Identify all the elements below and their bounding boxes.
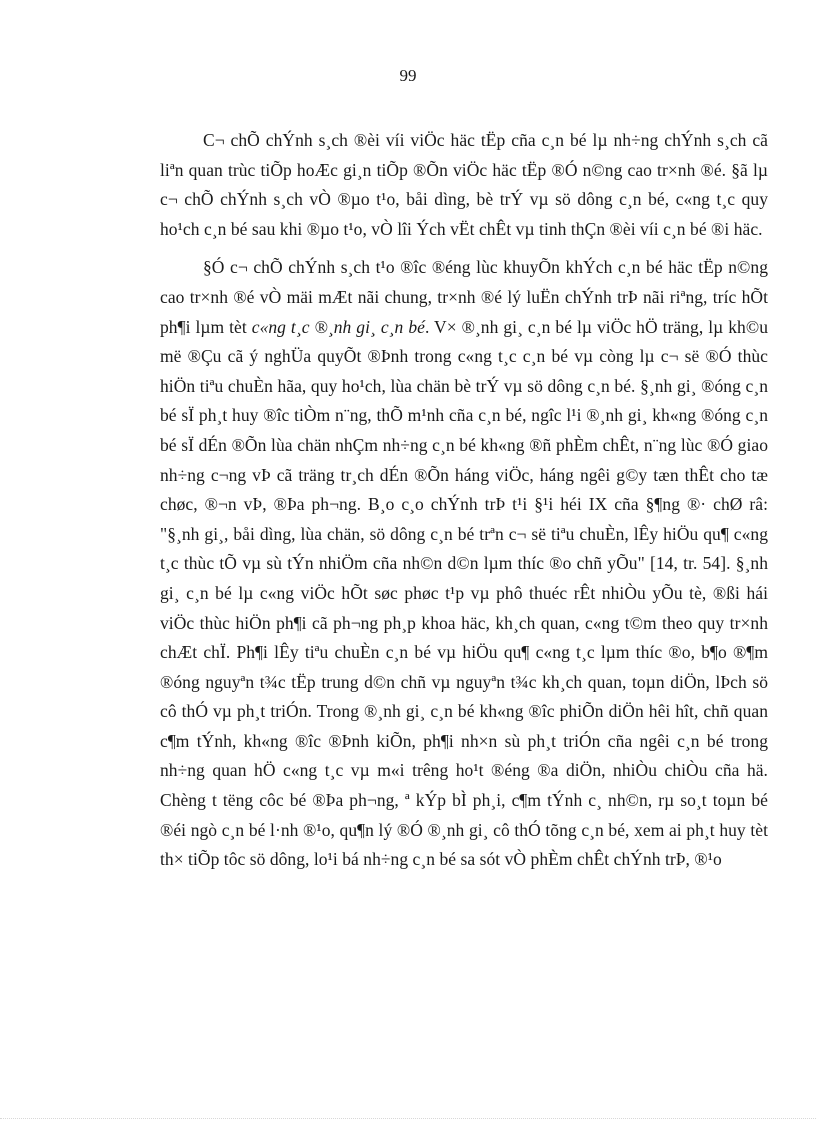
body-text [160, 126, 768, 875]
paragraph-2-lead: §Ó c¬ chÕ chÝnh s¸ch t¹o ®îc ®éng lùc khuyÕn khÝch c¸n bé häc tËp n©ng cao tr×nh ®é vÒ mäi mÆt nãi chung, tr×nh ®é lý luËn chÝnh trÞ nãi riªng, tríc hÕt ph¶i lµm tèt [160, 257, 768, 337]
paragraph-2-rest: . V× ®¸nh gi¸ c¸n bé lµ viÖc hÖ träng, lµ kh©u më ®Çu cã ý nghÜa quyÕt ®Þnh trong c«ng t¸c c¸n bé vµ còng lµ c¬ së ®Ó thùc hiÖn tiªu chuÈn hãa, quy ho¹ch, lùa chän bè trÝ vµ sö dông c¸n bé. §¸nh gi¸ ®óng c¸n bé sÏ ph¸t huy ®îc tiÒm n¨ng, thÕ m¹nh cña c¸n bé, ngîc l¹i ®¸nh gi¸ kh«ng ®óng c¸n bé sÏ dÉn ®Õn lùa chän nhÇm nh÷ng c¸n bé kh«ng ®ñ phÈm chÊt, n¨ng lùc ®Ó giao nh÷ng c¬ng vÞ cã träng tr¸ch dÉn ®Õn háng viÖc, háng ngêi g©y tæn thÊt cho tæ chøc, ®¬n vÞ, ®Þa ph¬ng. B¸o c¸o chÝnh trÞ t¹i §¹i héi IX cña §¶ng ®· chØ râ: "§¸nh gi¸, båi dìng, lùa chän, sö dông c¸n bé trªn c¬ së tiªu chuÈn, lÊy hiÖu qu¶ c«ng t¸c thùc tÕ vµ sù tÝn nhiÖm cña nh©n d©n lµm thíc ®o chñ yÕu" [14, tr. 54]. §¸nh gi¸ c¸n bé lµ c«ng viÖc hÕt søc phøc t¹p vµ phô thuéc rÊt nhiÒu yÕu tè, ®ßi hái viÖc thùc hiÖn ph¶i cã ph¬ng ph¸p khoa häc, kh¸ch quan, c«ng t©m theo quy tr×nh chÆt chÏ. Ph¶i lÊy tiªu chuÈn c¸n bé vµ hiÖu qu¶ c«ng t¸c lµm thíc ®o, b¶o ®¶m ®óng nguyªn t¾c tËp trung d©n chñ vµ nguyªn t¾c kh¸ch quan, toµn diÖn, lÞch sö cô thÓ vµ ph¸t triÓn. Trong ®¸nh gi¸ c¸n bé kh«ng ®îc phiÕn diÖn hêi hît, chñ quan c¶m tÝnh, kh«ng ®îc ®Þnh kiÕn, ph¶i nh×n sù ph¸t triÓn cña ngêi c¸n bé trong nh÷ng quan hÖ c«ng t¸c vµ m«i trêng ho¹t ®éng ®a diÖn, nhiÒu chiÒu cña hä. Chèng t tëng côc bé ®Þa ph¬ng, ª kÝp bÌ ph¸i, c¶m tÝnh c¸ nh©n, rµ so¸t toµn bé ®éi ngò c¸n bé l·nh ®¹o, qu¶n lý ®Ó ®¸nh gi¸ cô thÓ tõng c¸n bé, xem ai ph¸t huy tèt th× tiÕp tôc sö dông, lo¹i bá nh÷ng c¸n bé sa sót vÒ phÈm chÊt chÝnh trÞ, ®¹o [160, 316, 768, 870]
page-bottom-border [0, 1118, 816, 1119]
paragraph-2 [160, 253, 768, 874]
paragraph-2-italic-phrase: c«ng t¸c ®¸nh gi¸ c¸n bé [251, 316, 425, 337]
page-number: 99 [399, 66, 417, 85]
paragraph-1: C¬ chÕ chÝnh s¸ch ®èi víi viÖc häc tËp cña c¸n bé lµ nh÷ng chÝnh s¸ch cã liªn quan trùc tiÕp hoÆc gi¸n tiÕp ®Õn viÖc häc tËp ®Ó n©ng cao tr×nh ®é. §ã lµ c¬ chÕ chÝnh s¸ch vÒ ®µo t¹o, båi dìng, bè trÝ vµ sö dông c¸n bé, c«ng t¸c quy ho¹ch c¸n bé sau khi ®µo t¹o, vÒ lîi Ých vËt chÊt vµ tinh thÇn ®èi víi c¸n bé ®i häc. [160, 130, 768, 239]
